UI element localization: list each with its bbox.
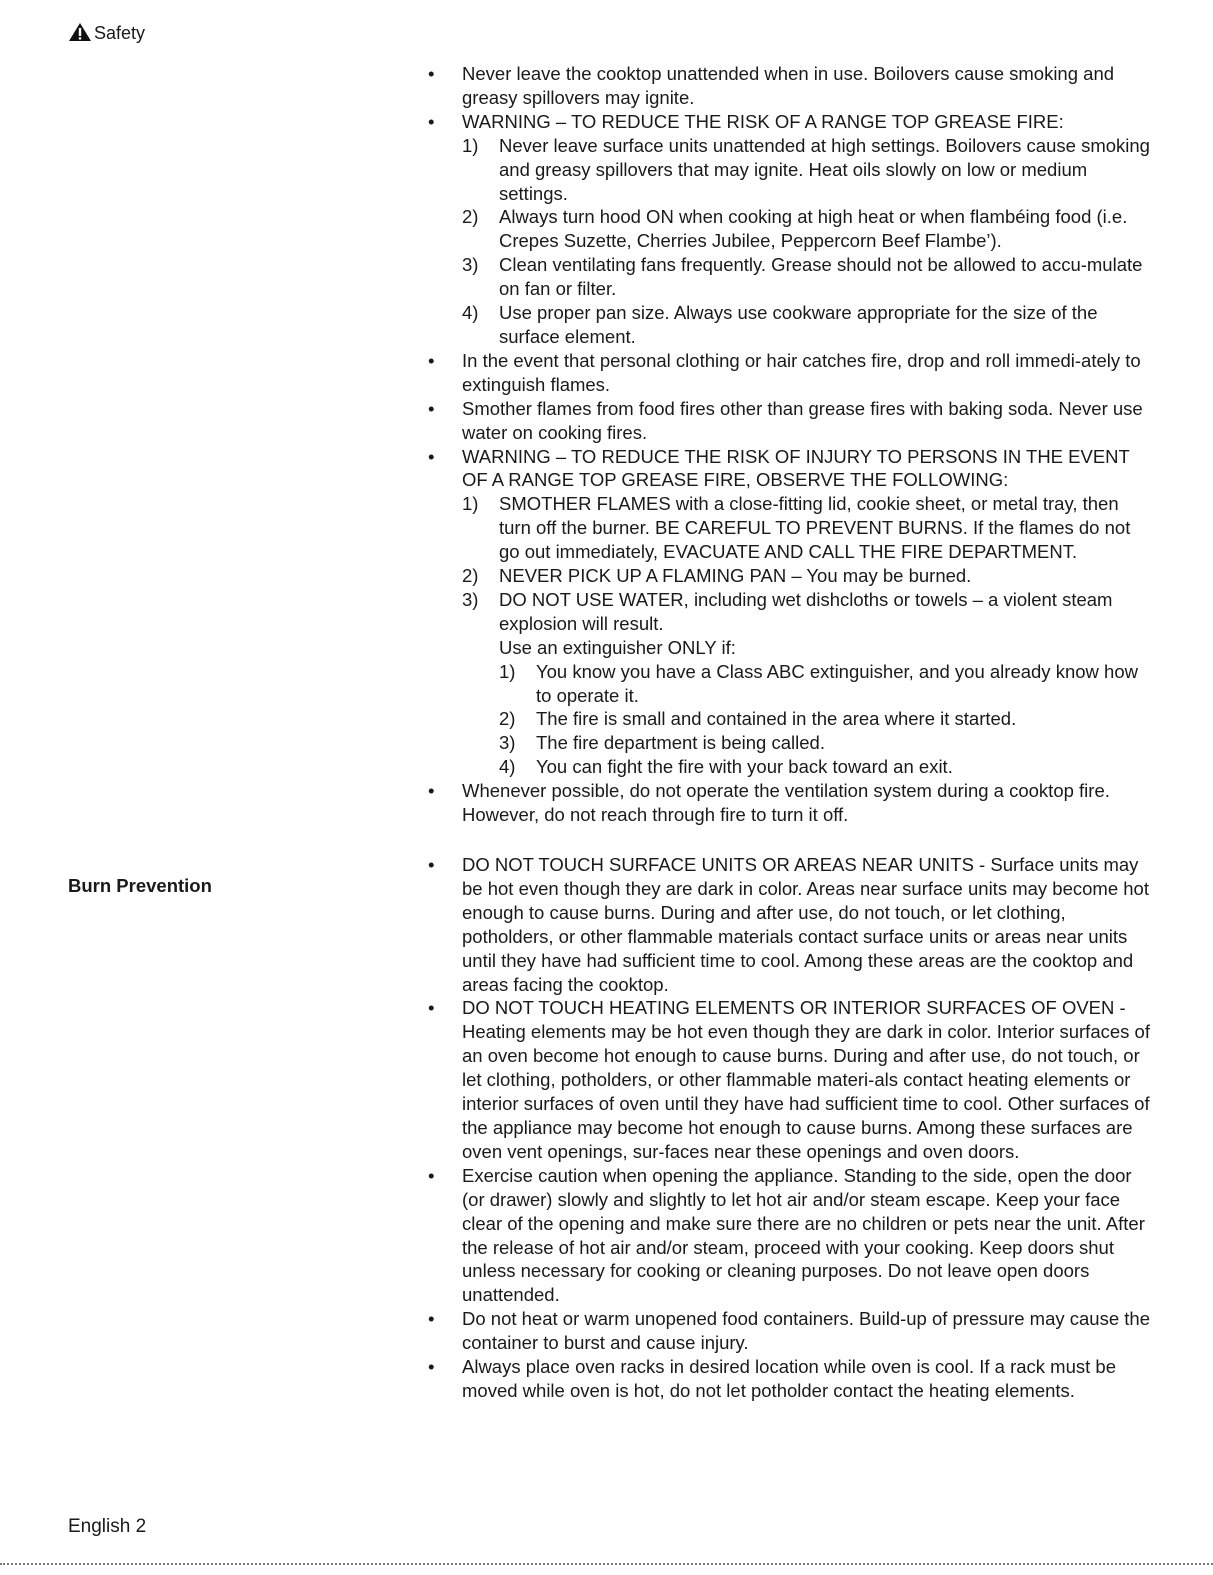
bullet-dot-icon: • bbox=[428, 349, 435, 371]
bullet-dot-icon: • bbox=[428, 1356, 435, 1378]
numbered-item bbox=[499, 707, 1150, 731]
item-number: 2) bbox=[499, 708, 516, 730]
bullet-text: DO NOT TOUCH SURFACE UNITS OR AREAS NEAR UNITS - Surface units may be hot even though they are dark in color. Areas near surface units may become hot enough to cause burns. During and after use, do not touch, or let clothing, potholders, or other flammable materials contact surface units or areas near units until they have had sufficient time to cool. Among these areas are the cooktop and areas facing the cooktop. bbox=[462, 854, 1149, 995]
numbered-item bbox=[462, 588, 1150, 636]
bullet-dot-icon: • bbox=[428, 1164, 435, 1186]
bullet-text: WARNING – TO REDUCE THE RISK OF INJURY TO PERSONS IN THE EVENT OF A RANGE TOP GREASE FIRE, OBSERVE THE FOLLOWING: bbox=[462, 445, 1130, 491]
warning-triangle-icon bbox=[68, 22, 92, 42]
bullet-dot-icon: • bbox=[428, 445, 435, 467]
plain-text: Use an extinguisher ONLY if: bbox=[499, 636, 736, 658]
numbered-item bbox=[499, 755, 1150, 779]
item-number: 4) bbox=[462, 302, 479, 324]
numbered-text: SMOTHER FLAMES with a close-fitting lid, cookie sheet, or metal tray, then turn off the burner. BE CAREFUL TO PREVENT BURNS. If the flames do not go out immediately, EVACUATE AND CALL THE FIRE DEPARTMENT. bbox=[499, 493, 1131, 563]
item-number: 3) bbox=[499, 732, 516, 754]
numbered-text: Use proper pan size. Always use cookware appropriate for the size of the surface element. bbox=[499, 302, 1098, 347]
numbered-item bbox=[499, 731, 1150, 755]
bullet-item bbox=[428, 62, 1150, 110]
bullet-text: Never leave the cooktop unattended when in use. Boilovers cause smoking and greasy spillovers may ignite. bbox=[462, 63, 1115, 108]
bullet-item bbox=[428, 853, 1150, 996]
item-number: 1) bbox=[499, 660, 516, 682]
numbered-text: Clean ventilating fans frequently. Grease should not be allowed to accu-mulate on fan or filter. bbox=[499, 254, 1143, 300]
item-number: 1) bbox=[462, 134, 479, 156]
footer-divider bbox=[0, 1563, 1213, 1565]
section-gap bbox=[428, 827, 1150, 853]
numbered-text: DO NOT USE WATER, including wet dishcloths or towels – a violent steam explosion will result. bbox=[499, 588, 1113, 634]
bullet-text: Smother flames from food fires other than grease fires with baking soda. Never use water on cooking fires. bbox=[462, 397, 1143, 443]
section-heading-burn-prevention: Burn Prevention bbox=[68, 875, 212, 896]
bullet-item bbox=[428, 397, 1150, 445]
numbered-text: The fire is small and contained in the area where it started. bbox=[536, 708, 1017, 730]
bullet-item bbox=[428, 110, 1150, 134]
bullet-dot-icon: • bbox=[428, 854, 435, 875]
bullet-text: Do not heat or warm unopened food containers. Build-up of pressure may cause the container to burst and cause injury. bbox=[462, 1308, 1150, 1354]
numbered-text: NEVER PICK UP A FLAMING PAN – You may be burned. bbox=[499, 565, 972, 587]
bullet-item bbox=[428, 1355, 1150, 1403]
content-section bbox=[428, 853, 1150, 1403]
item-number: 2) bbox=[462, 565, 479, 587]
numbered-text: Never leave surface units unattended at high settings. Boilovers cause smoking and greasy spillovers that may ignite. Heat oils slowly on low or medium settings. bbox=[499, 134, 1150, 204]
numbered-item bbox=[499, 660, 1150, 708]
numbered-text: You can fight the fire with your back toward an exit. bbox=[536, 756, 953, 778]
bullet-text: Whenever possible, do not operate the ventilation system during a cooktop fire. However, do not reach through fire to turn it off. bbox=[462, 780, 1110, 826]
numbered-text: Always turn hood ON when cooking at high heat or when flambéing food (i.e. Crepes Suzette, Cherries Jubilee, Peppercorn Beef Flambe’). bbox=[499, 206, 1128, 252]
item-number: 1) bbox=[462, 493, 479, 515]
bullet-dot-icon: • bbox=[428, 780, 435, 802]
bullet-item bbox=[428, 1307, 1150, 1355]
bullet-item bbox=[428, 349, 1150, 397]
bullet-text: WARNING – TO REDUCE THE RISK OF A RANGE TOP GREASE FIRE: bbox=[462, 110, 1064, 132]
bullet-dot-icon: • bbox=[428, 397, 435, 419]
header-title: Safety bbox=[94, 23, 146, 43]
numbered-item bbox=[462, 205, 1150, 253]
bullet-dot-icon: • bbox=[428, 110, 435, 132]
bullet-text: DO NOT TOUCH HEATING ELEMENTS OR INTERIOR SURFACES OF OVEN - Heating elements may be hot even though they are dark in color. Interior surfaces of an oven become hot enough to cause burns. During and after use, do not touch, or let clothing, potholders, or other flammable materi-als contact heating elements or interior surfaces of oven until they have had sufficient time to cool. Other surfaces of the appliance may become hot enough to cause burns. Among these surfaces are oven vent openings, sur-faces near these openings and oven doors. bbox=[462, 997, 1150, 1162]
numbered-text: The fire department is being called. bbox=[536, 732, 825, 754]
content-section bbox=[428, 62, 1150, 827]
item-number: 3) bbox=[462, 588, 479, 610]
numbered-text: You know you have a Class ABC extinguisher, and you already know how to operate it. bbox=[536, 660, 1138, 706]
item-number: 4) bbox=[499, 756, 516, 778]
numbered-item bbox=[462, 134, 1150, 206]
numbered-item bbox=[462, 301, 1150, 349]
bullet-text: In the event that personal clothing or hair catches fire, drop and roll immedi-ately to extinguish flames. bbox=[462, 349, 1141, 395]
bullet-item bbox=[428, 779, 1150, 827]
bullet-text: Exercise caution when opening the appliance. Standing to the side, open the door (or drawer) slowly and slightly to let hot air and/or steam escape. Keep your face clear of the opening and make sure there are no children or pets near the unit. After the release of hot air and/or steam, proceed with your cooking. Keep doors shut unless necessary for cooking or cleaning purposes. Do not leave open doors unattended. bbox=[462, 1164, 1145, 1306]
bullet-item bbox=[428, 1164, 1150, 1307]
bullet-dot-icon: • bbox=[428, 63, 435, 84]
numbered-item bbox=[462, 564, 1150, 588]
numbered-item bbox=[462, 492, 1150, 564]
item-number: 3) bbox=[462, 254, 479, 276]
bullet-item bbox=[428, 445, 1150, 493]
bullet-dot-icon: • bbox=[428, 1308, 435, 1330]
bullet-item bbox=[428, 996, 1150, 1163]
numbered-item bbox=[462, 253, 1150, 301]
page-header bbox=[68, 22, 145, 42]
safety-content bbox=[428, 62, 1150, 1403]
bullet-dot-icon: • bbox=[428, 997, 435, 1019]
bullet-text: Always place oven racks in desired location while oven is cool. If a rack must be moved while oven is hot, do not let potholder contact the heating elements. bbox=[462, 1356, 1116, 1401]
item-number: 2) bbox=[462, 206, 479, 228]
page-footer: English 2 bbox=[68, 1516, 147, 1537]
